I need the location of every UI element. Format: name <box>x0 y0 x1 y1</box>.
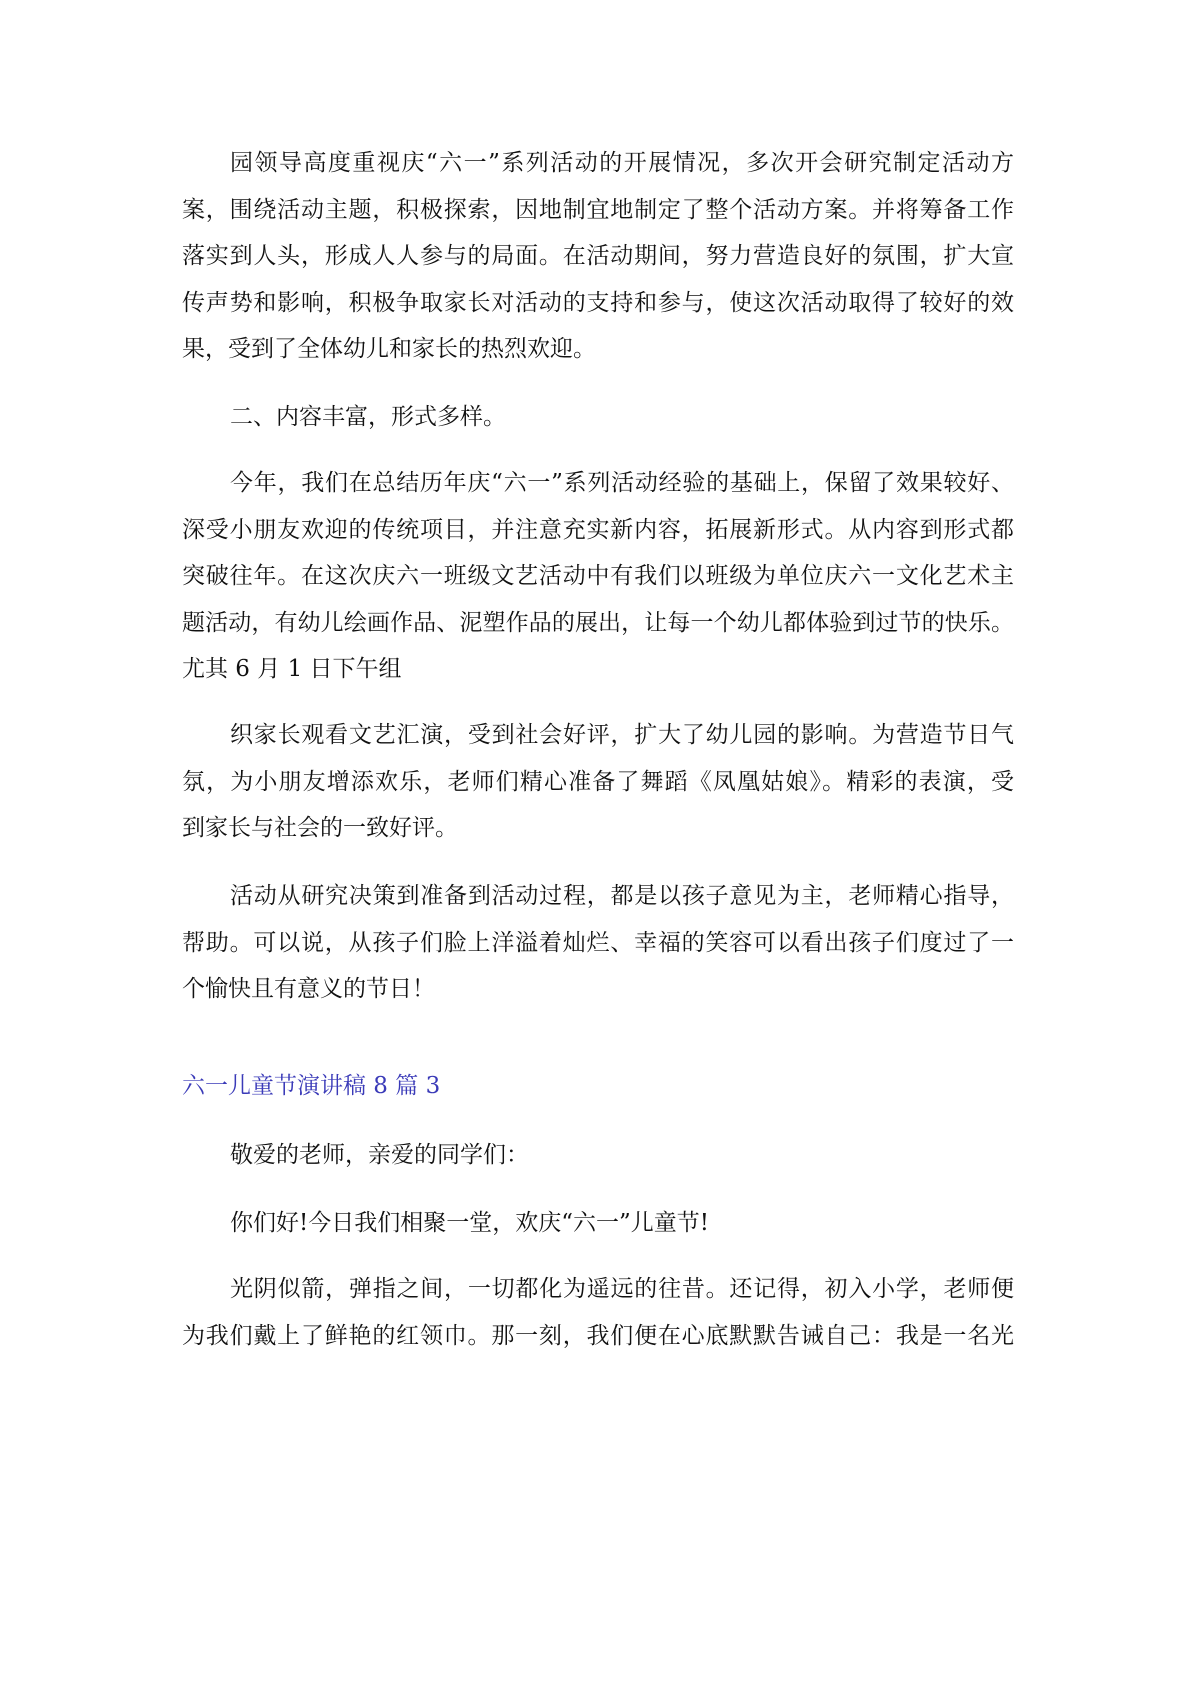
text-line: 帮助。可以说，从孩子们脸上洋溢着灿烂、幸福的笑容可以看出孩子们度过了一 <box>182 929 1014 956</box>
text-line: 二、内容丰富，形式多样。 <box>230 404 506 430</box>
text-line: 为我们戴上了鲜艳的红领巾。那一刻，我们便在心底默默告诫自己：我是一名光 <box>182 1322 1014 1349</box>
paragraph-this-year <box>182 460 1014 693</box>
text-line: 果，受到了全体幼儿和家长的热烈欢迎。 <box>182 336 596 362</box>
text-line: 深受小朋友欢迎的传统项目，并注意充实新内容，拓展新形式。从内容到形式都 <box>182 516 1014 543</box>
paragraph-leadership <box>182 140 1014 373</box>
text-line: 落实到人头，形成人人参与的局面。在活动期间，努力营造良好的氛围，扩大宣 <box>182 243 1014 269</box>
text-line: 氛，为小朋友增添欢乐，老师们精心准备了舞蹈《凤凰姑娘》。精彩的表演，受 <box>182 768 1014 795</box>
paragraph-performance <box>182 712 1014 852</box>
text-line: 织家长观看文艺汇演，受到社会好评，扩大了幼儿园的影响。为营造节日气 <box>230 722 1014 748</box>
text-line: 光阴似箭，弹指之间，一切都化为遥远的往昔。还记得，初入小学，老师便 <box>230 1276 1014 1302</box>
text-line: 尤其 6 月 1 日下午组 <box>182 656 402 682</box>
text-line: 敬爱的老师，亲爱的同学们： <box>230 1142 529 1168</box>
text-line: 你们好!今日我们相聚一堂，欢庆“六一”儿童节! <box>230 1210 710 1236</box>
speech-greeting <box>182 1132 1014 1179</box>
text-line: 今年，我们在总结历年庆“六一”系列活动经验的基础上，保留了效果较好、 <box>230 470 1014 496</box>
section-heading-text: 六一儿童节演讲稿 8 篇 3 <box>182 1073 441 1099</box>
paragraph-conclusion <box>182 873 1014 1013</box>
section-heading <box>182 1063 1014 1110</box>
text-line: 传声势和影响，积极争取家长对活动的支持和参与，使这次活动取得了较好的效 <box>182 289 1014 316</box>
text-line: 活动从研究决策到准备到活动过程，都是以孩子意见为主，老师精心指导， <box>230 883 1014 909</box>
speech-paragraph <box>182 1266 1014 1359</box>
text-line: 突破往年。在这次庆六一班级文艺活动中有我们以班级为单位庆六一文化艺术主 <box>182 563 1014 589</box>
text-line: 到家长与社会的一致好评。 <box>182 815 458 841</box>
text-line: 题活动，有幼儿绘画作品、泥塑作品的展出，让每一个幼儿都体验到过节的快乐。 <box>182 609 1014 636</box>
speech-hello <box>182 1200 1014 1247</box>
text-line: 园领导高度重视庆“六一”系列活动的开展情况，多次开会研究制定活动方 <box>230 150 1014 176</box>
text-line: 案，围绕活动主题，积极探索，因地制宜地制定了整个活动方案。并将筹备工作 <box>182 196 1014 223</box>
text-line: 个愉快且有意义的节日！ <box>182 976 435 1002</box>
subheading-content <box>182 394 1014 441</box>
